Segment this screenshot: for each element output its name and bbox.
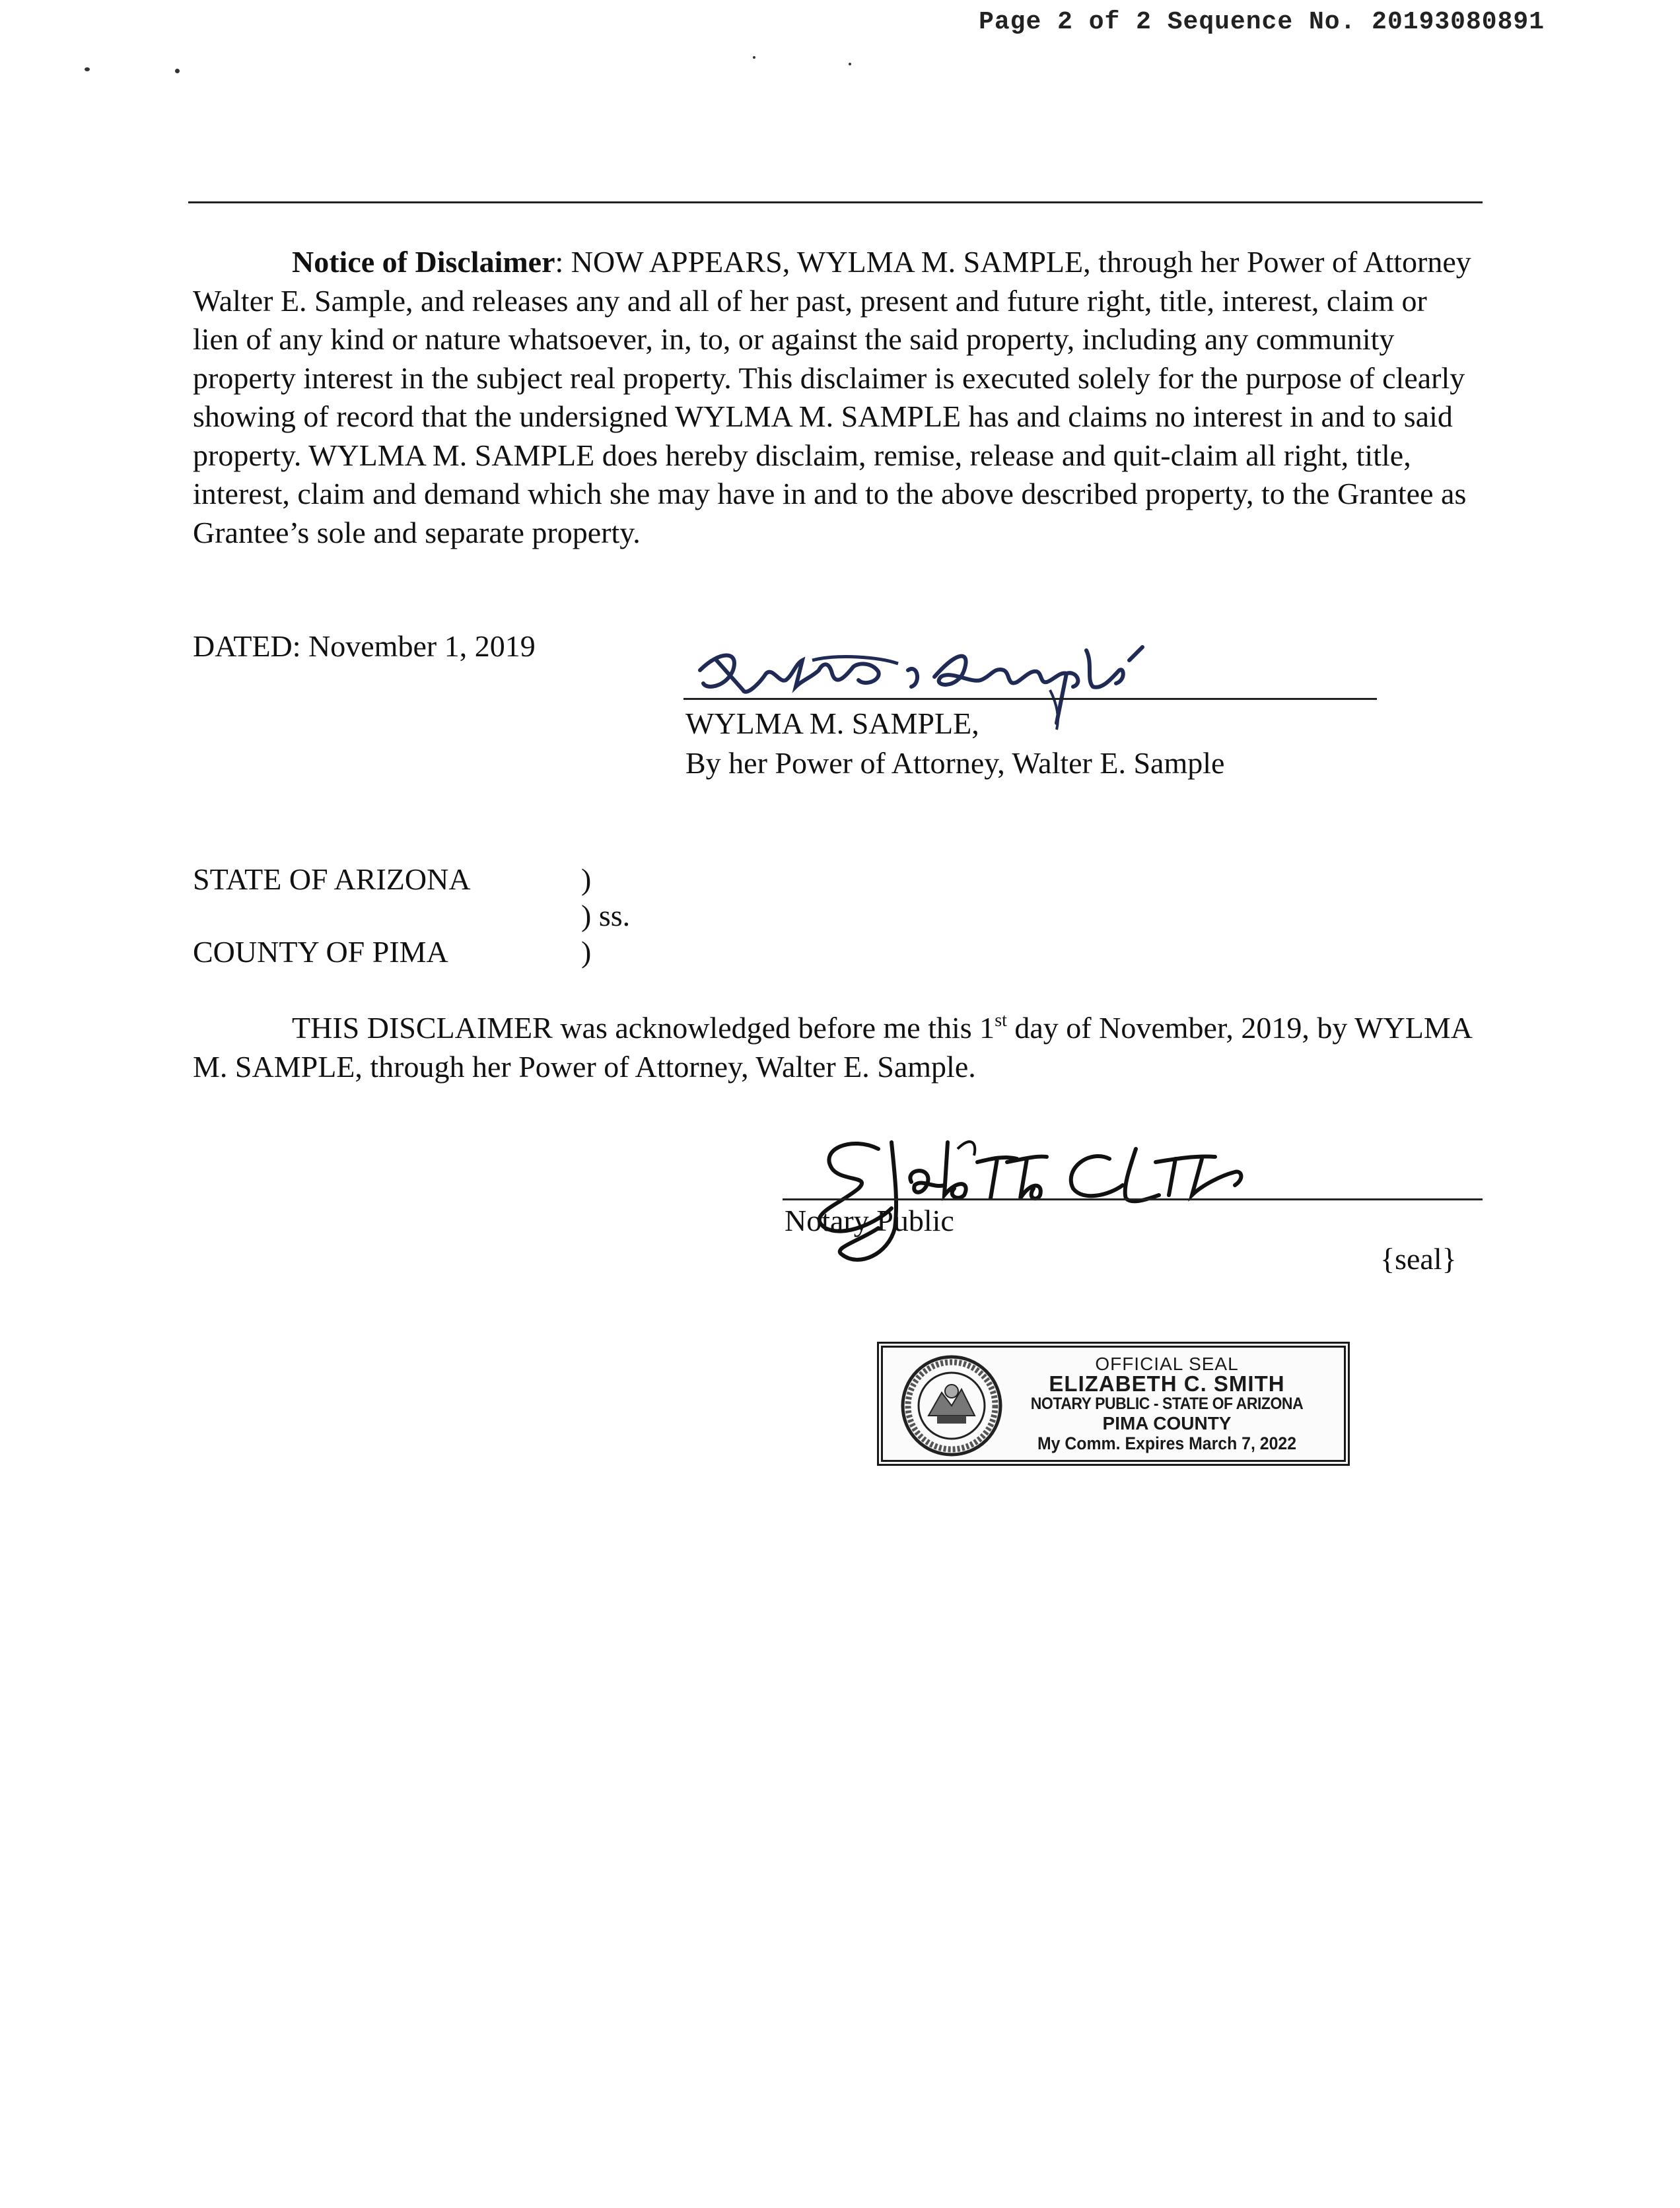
seal-commission-expiry: My Comm. Expires March 7, 2022 [1037,1433,1297,1453]
dated-line: DATED: November 1, 2019 [193,629,536,663]
venue-paren-top: ) [581,862,592,896]
notice-heading: Notice of Disclaimer [292,245,555,279]
scan-speck [849,63,851,65]
venue-ss: ) ss. [581,899,631,932]
notary-public-label: Notary Public [785,1204,954,1237]
signer-power-of-attorney: By her Power of Attorney, Walter E. Sample [685,746,1225,780]
notice-of-disclaimer-paragraph [193,243,1474,552]
scan-speck [85,67,90,71]
seal-county: PIMA COUNTY [1102,1413,1232,1433]
acknowledgment-paragraph [193,1009,1474,1086]
venue-county: COUNTY OF PIMA [193,935,448,969]
seal-text-block [1015,1354,1319,1453]
signer-name: WYLMA M. SAMPLE, [685,707,979,740]
top-divider [188,201,1483,203]
page-sequence-header: Page 2 of 2 Sequence No. 20193080891 [979,8,1545,36]
official-notary-seal-stamp [877,1342,1350,1466]
grantor-signature-line [683,698,1377,700]
scan-speck [753,56,755,59]
seal-notary-state: NOTARY PUBLIC - STATE OF ARIZONA [1030,1395,1304,1413]
notary-signature-line [783,1198,1483,1200]
ack-text-before: THIS DISCLAIMER was acknowledged before me this 1 [292,1011,995,1045]
scan-speck [175,69,180,73]
seal-notary-name: ELIZABETH C. SMITH [1049,1371,1285,1396]
ack-superscript: st [995,1010,1007,1031]
ack-text-after: day of November, 2019, by WYLMA M. SAMPLE, through her Power of Attorney, Walter E. Sample. [193,1011,1471,1084]
arizona-state-seal-emblem [899,1353,1004,1459]
seal-title: OFFICIAL SEAL [1095,1354,1239,1374]
venue-paren-bottom: ) [581,935,592,969]
notice-body: : NOW APPEARS, WYLMA M. SAMPLE, through her Power of Attorney Walter E. Sample, and releases any and all of her past, present and future right, title, interest, claim or lien of any kind or nature whatsoever, in, to, or against the said property, including any community property interest in the subject real property. This disclaimer is executed solely for the purpose of clearly showing of record that the undersigned WYLMA M. SAMPLE has and claims no interest in and to said property. WYLMA M. SAMPLE does hereby disclaim, remise, release and quit-claim all right, title, interest, claim and demand which she may have in and to the above described property, to the Grantee as Grantee’s sole and separate property. [193,245,1471,549]
seal-placeholder: {seal} [1380,1242,1457,1276]
venue-state: STATE OF ARIZONA [193,862,471,896]
